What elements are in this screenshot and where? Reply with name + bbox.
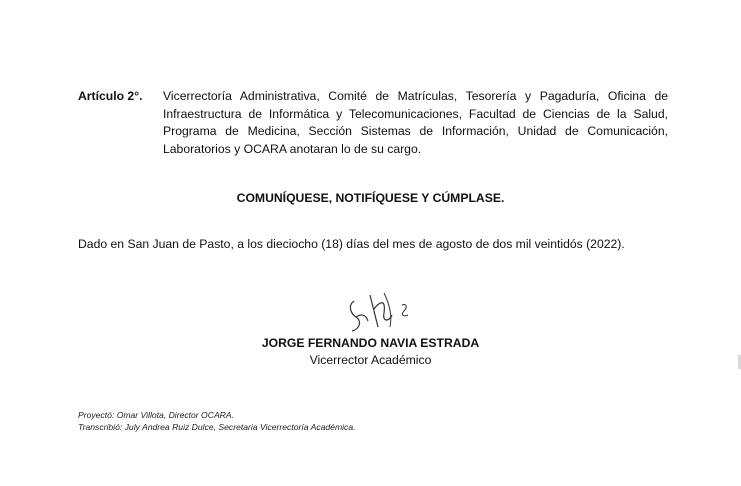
footer-notes xyxy=(78,409,356,433)
footer-transcribed: Transcribió: July Andrea Ruiz Dulce, Secretaria Vicerrectoría Académica. xyxy=(78,422,356,432)
signer-name: JORGE FERNANDO NAVIA ESTRADA xyxy=(261,336,480,350)
handwritten-signature xyxy=(340,287,420,337)
closing-statement: COMUNÍQUESE, NOTIFÍQUESE Y CÚMPLASE. xyxy=(236,191,505,205)
date-line: Dado en San Juan de Pasto, a los dieciocho (18) días del mes de agosto de dos mil veintidós (2022). xyxy=(78,237,625,251)
article-text: Vicerrectoría Administrativa, Comité de Matrículas, Tesorería y Pagaduría, Oficina de Infraestructura de Informática y Telecomunicaciones, Facultad de Ciencias de la Salud, Programa de Medicina, Sección Sistemas de Información, Unidad de Comunicación, Laboratorios y OCARA anotaran lo de su cargo. xyxy=(163,89,668,156)
article-label: Artículo 2°. xyxy=(78,89,143,103)
signer-title: Vicerrector Académico xyxy=(309,353,432,367)
footer-projected: Proyectó: Omar Villota, Director OCARA. xyxy=(78,410,235,420)
